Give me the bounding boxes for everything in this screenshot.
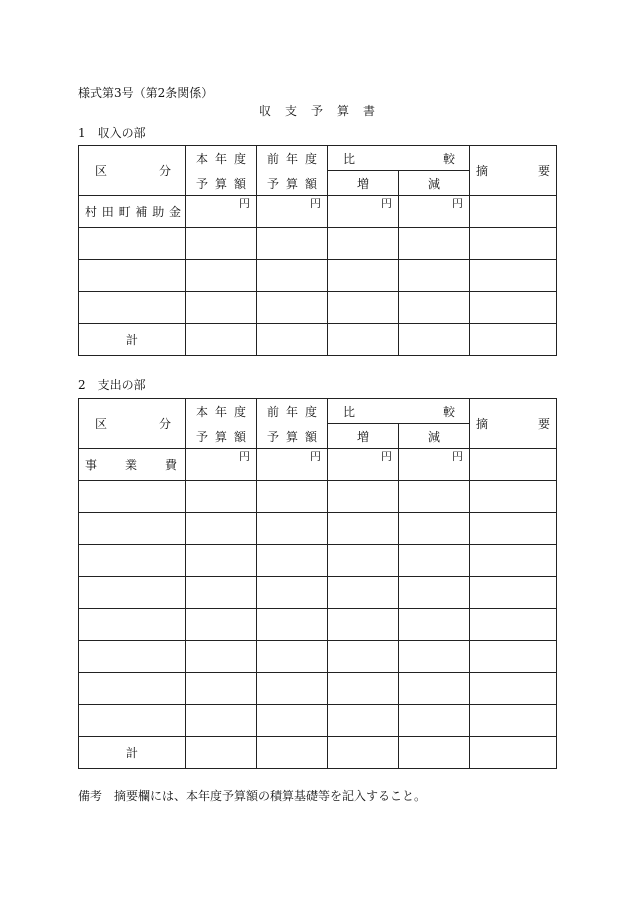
remarks-header: 摘 要	[470, 399, 557, 449]
income-section-title: 1 収入の部	[78, 126, 146, 140]
expense-decrease-cell[interactable]: 円	[399, 449, 470, 481]
expense-item-label: 事 業 費	[79, 449, 186, 481]
table-row	[79, 481, 557, 513]
prev-year-header: 前 年 度 予 算 額	[257, 399, 328, 449]
income-total-label: 計	[79, 324, 186, 356]
expense-increase-cell[interactable]: 円	[328, 449, 399, 481]
table-row	[79, 577, 557, 609]
decrease-header: 減	[399, 424, 470, 449]
income-item-label: 村 田 町 補 助 金	[79, 196, 186, 228]
expense-remarks-cell[interactable]	[470, 449, 557, 481]
expense-total-label: 計	[79, 737, 186, 769]
increase-header: 増	[328, 171, 399, 196]
table-row	[79, 513, 557, 545]
income-table	[78, 145, 557, 356]
comparison-header: 比 較	[328, 146, 470, 171]
table-row	[79, 673, 557, 705]
income-current-cell[interactable]: 円	[186, 196, 257, 228]
expense-current-cell[interactable]: 円	[186, 449, 257, 481]
remarks-header: 摘 要	[470, 146, 557, 196]
prev-year-header: 前 年 度 予 算 額	[257, 146, 328, 196]
expense-table	[78, 398, 557, 769]
table-row	[79, 260, 557, 292]
income-prev-cell[interactable]: 円	[257, 196, 328, 228]
decrease-header: 減	[399, 171, 470, 196]
income-decrease-cell[interactable]: 円	[399, 196, 470, 228]
page-title: 収 支 予 算 書	[259, 104, 377, 118]
expense-prev-cell[interactable]: 円	[257, 449, 328, 481]
form-number: 様式第3号（第2条関係）	[78, 86, 214, 100]
income-remarks-cell[interactable]	[470, 196, 557, 228]
expense-section-title: 2 支出の部	[78, 378, 146, 392]
increase-header: 増	[328, 424, 399, 449]
table-row	[79, 641, 557, 673]
income-increase-cell[interactable]: 円	[328, 196, 399, 228]
table-row	[79, 292, 557, 324]
kubun-header: 区 分	[79, 146, 186, 196]
table-row	[79, 228, 557, 260]
note-text: 備考 摘要欄には、本年度予算額の積算基礎等を記入すること。	[78, 789, 427, 803]
kubun-header: 区 分	[79, 399, 186, 449]
table-row	[79, 705, 557, 737]
table-row	[79, 545, 557, 577]
table-row	[79, 609, 557, 641]
comparison-header: 比 較	[328, 399, 470, 424]
current-year-header: 本 年 度 予 算 額	[186, 399, 257, 449]
current-year-header: 本 年 度 予 算 額	[186, 146, 257, 196]
